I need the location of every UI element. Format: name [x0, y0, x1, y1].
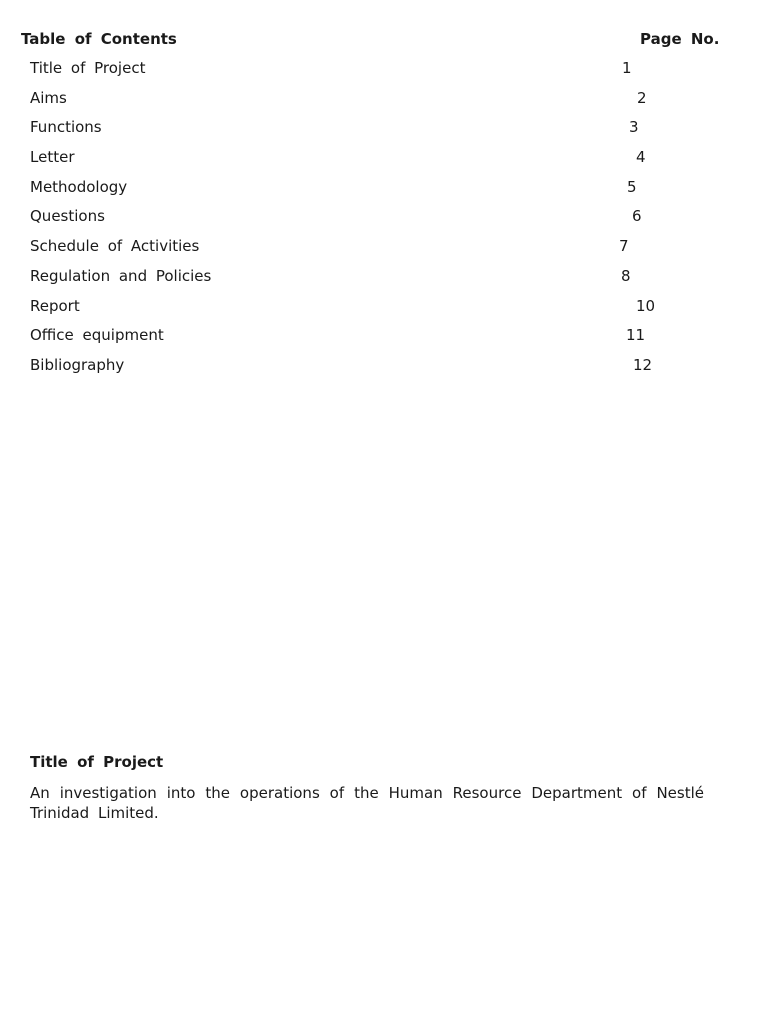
toc-entry: [0, 207, 768, 237]
toc-entry-label: Methodology: [30, 177, 128, 196]
section-title: Title of Project: [30, 753, 164, 771]
toc-entry-label: Aims: [30, 88, 67, 107]
toc-entry-page: 5: [627, 177, 637, 196]
toc-entry: [0, 326, 768, 356]
toc-entry: [0, 297, 768, 327]
toc-entry-page: 11: [626, 326, 646, 345]
toc-header: [0, 30, 768, 52]
toc-entry-page: 8: [621, 266, 631, 285]
toc-entry-page: 12: [633, 355, 653, 374]
toc-entry-page: 1: [622, 59, 632, 77]
toc-entry: [0, 59, 768, 89]
toc-entry-page: 4: [636, 148, 646, 167]
section-body: An investigation into the operations of the Human Resource Department of Nestlé Trinidad Limited.: [30, 784, 704, 822]
toc-entry: [0, 178, 768, 208]
toc-entry: [0, 237, 768, 267]
toc-entry: [0, 118, 768, 148]
toc-entry-page: 3: [629, 118, 639, 137]
toc-entry-label: Questions: [30, 207, 105, 226]
toc-title: Table of Contents: [21, 30, 177, 48]
toc-entry-label: Schedule of Activities: [30, 237, 200, 256]
toc-page-number-header: Page No.: [640, 30, 720, 48]
toc-entry-label: Report: [30, 296, 80, 315]
toc-entry-label: Office equipment: [30, 326, 164, 345]
toc-entry-label: Regulation and Policies: [30, 266, 212, 285]
toc-entry-label: Title of Project: [30, 59, 146, 77]
toc-entry-label: Bibliography: [30, 355, 125, 374]
toc-entry: [0, 148, 768, 178]
toc-entry: [0, 267, 768, 297]
toc-entry-page: 7: [619, 237, 629, 256]
toc-entry: [0, 89, 768, 119]
toc-entry-page: 6: [632, 207, 642, 226]
toc-entry-label: Letter: [30, 148, 75, 167]
toc-list: [0, 59, 768, 386]
toc-entry-page: 10: [636, 296, 656, 315]
toc-entry-page: 2: [637, 88, 647, 107]
toc-entry: [0, 356, 768, 386]
toc-entry-label: Functions: [30, 118, 102, 137]
